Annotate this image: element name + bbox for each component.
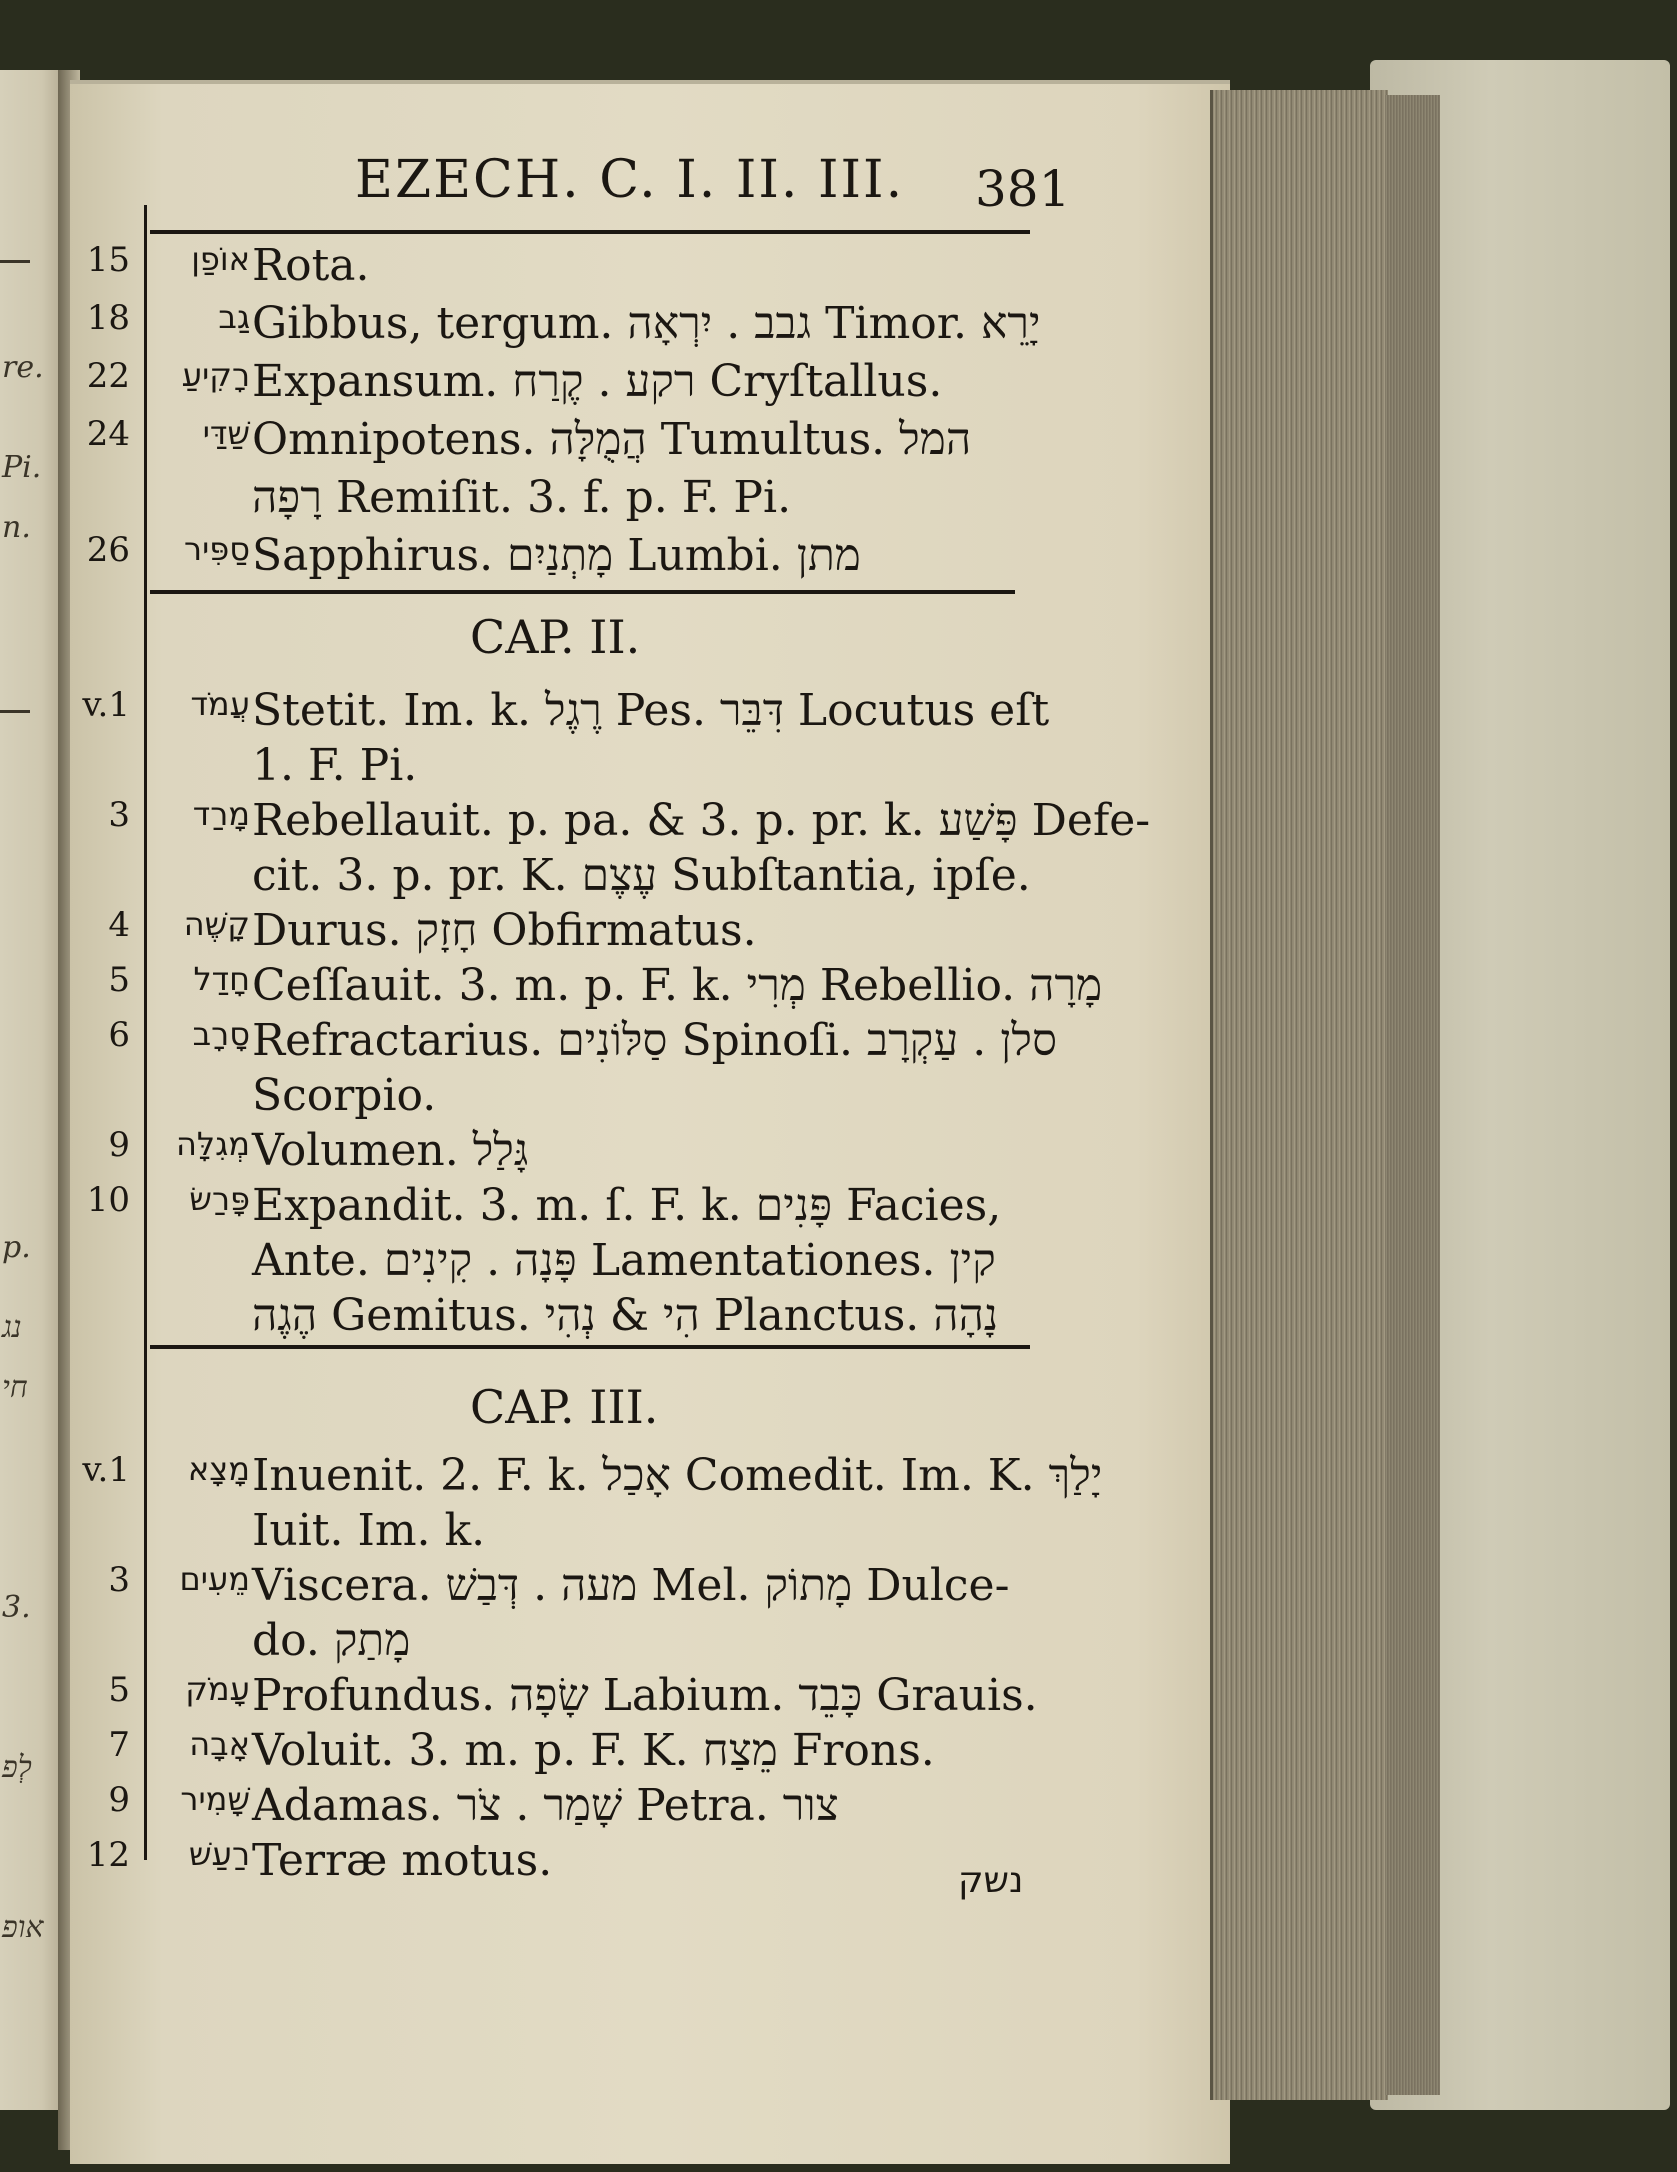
verse-number: 15 [86,240,130,280]
prev-fragment: Pi. [2,450,42,485]
prev-fragment: re. [2,350,44,385]
prev-fragment: p. [2,1230,31,1265]
gloss-text: Refractarius. סַלּוֹנִים Spinoſi. סלן . עַקְרָב [252,1015,1058,1066]
verse-number: 5 [108,960,130,1000]
hebrew-headword: סָרָב [192,1015,250,1053]
gloss-text: 1. F. Pi. [252,740,418,791]
gloss-text: Omnipotens. הֲמֻלָּה Tumultus. המל [252,414,972,465]
prev-fragment: n. [2,510,31,545]
hebrew-headword: גַב [218,298,250,336]
hebrew-headword: מָרַד [192,795,250,833]
page-number: 381 [975,160,1071,218]
gloss-text: Scorpio. [252,1070,437,1121]
verse-number: 18 [86,298,130,338]
prev-fragment: 3. [2,1590,31,1625]
gloss-text: Ceſſauit. 3. m. p. F. k. מְרִי Rebellio. מָרָה [252,960,1103,1011]
gloss-text: Terræ motus. [252,1835,553,1886]
verse-number: 6 [108,1015,130,1055]
previous-page-edge [0,70,60,2110]
prev-fragment: חי [2,1370,28,1405]
hebrew-headword: עֲמֹד [190,685,250,723]
hebrew-headword: אוֹפַן [191,240,250,278]
verse-number: 4 [108,905,130,945]
hebrew-headword: מְגִלָּה [175,1125,250,1163]
gloss-text: cit. 3. p. pr. K. עֶצֶם Subſtantia, ipſe. [252,850,1031,901]
hebrew-headword: פָּרַשׂ [189,1180,250,1218]
gloss-text: Expandit. 3. m. ſ. F. k. פָּנִים Facies, [252,1180,1002,1231]
hebrew-headword: רַעַשׁ [188,1835,250,1873]
prev-fragment: לְפ [2,1750,32,1785]
running-head: EZECH. C. I. II. III. [355,150,905,210]
verse-number: 3 [108,1560,130,1600]
hebrew-headword: אָבָה [189,1725,250,1763]
gloss-text: הֶגֶה Gemitus. הִי & נְהִי Planctus. נָהָה [252,1290,999,1341]
verse-number: 5 [108,1670,130,1710]
chapter-rule [150,1345,1030,1349]
verse-number: 26 [86,530,130,570]
verse-number: v.1 [82,1450,130,1490]
gloss-text: Profundus. שָׂפָה Labium. כָּבֵד Grauis. [252,1670,1038,1721]
hebrew-headword: שַׁדַּי [202,414,250,452]
verse-number: 7 [108,1725,130,1765]
margin-rule [144,205,147,1860]
verse-number: 9 [108,1780,130,1820]
head-rule [150,230,1030,234]
verse-number: 10 [86,1180,130,1220]
hebrew-headword: רָקִיעַ [181,356,250,394]
verse-number: 3 [108,795,130,835]
gloss-text: Rebellauit. p. pa. & 3. p. pr. k. פָּשַׁע Defe- [252,795,1151,846]
gloss-text: רָפָה Remiſit. 3. f. p. F. Pi. [252,472,792,523]
gloss-text: Gibbus, tergum. גבב . יִרְאָה Timor. יָרֵא [252,298,1041,349]
gloss-text: Ante. פָּנָה . קִינִים Lamentationes. קין [252,1235,996,1286]
gloss-text: Volumen. גָּלַל [252,1125,529,1176]
catchword: נשק [958,1860,1024,1901]
hebrew-headword: מֵעִים [179,1560,250,1598]
gloss-text: Durus. חָזָק Obfirmatus. [252,905,757,956]
hebrew-headword: סַפִּיר [184,530,250,568]
verse-number: 9 [108,1125,130,1165]
prev-fragment: אופ [2,1910,44,1945]
verse-number: 12 [86,1835,130,1875]
gloss-text: Adamas. שָׁמַר . צֹר Petra. צור [252,1780,839,1831]
chapter-rule [150,590,1015,594]
gloss-text: Expansum. רקע . קֶרַח Cryſtallus. [252,356,943,407]
hebrew-headword: חָדַל [193,960,250,998]
hebrew-headword: קָשֶׁה [183,905,250,943]
gloss-text: do. מָתַק [252,1615,411,1666]
gloss-text: Viscera. מעה . דְּבַשׁ Mel. מָתוֹק Dulce- [252,1560,1010,1611]
gloss-text: Iuit. Im. k. [252,1505,486,1556]
gloss-text: Voluit. 3. m. p. F. K. מֵצַח Frons. [252,1725,935,1776]
hebrew-headword: שָׁמִיר [180,1780,250,1818]
chapter-2-title: CAP. II. [470,610,641,664]
gloss-text: Stetit. Im. k. רֶגֶל Pes. דִּבֵּר Locutus eſt [252,685,1050,736]
verse-number: 24 [86,414,130,454]
gloss-text: Rota. [252,240,370,291]
prev-fragment: נג [2,1310,22,1345]
hebrew-headword: עָמֹק [185,1670,250,1708]
verse-number: 22 [86,356,130,396]
prev-rule [0,710,30,713]
gloss-text: Inuenit. 2. F. k. אָכַל Comedit. Im. K. יָלַךְ [252,1450,1103,1501]
verse-number: v.1 [82,685,130,725]
page-edges [1210,90,1388,2100]
hebrew-headword: מָצָא [187,1450,250,1488]
gloss-text: Sapphirus. מָתְנַיִם Lumbi. מתן [252,530,861,581]
prev-rule [0,260,30,263]
page-edges-outer [1385,95,1440,2095]
chapter-3-title: CAP. III. [470,1380,659,1434]
